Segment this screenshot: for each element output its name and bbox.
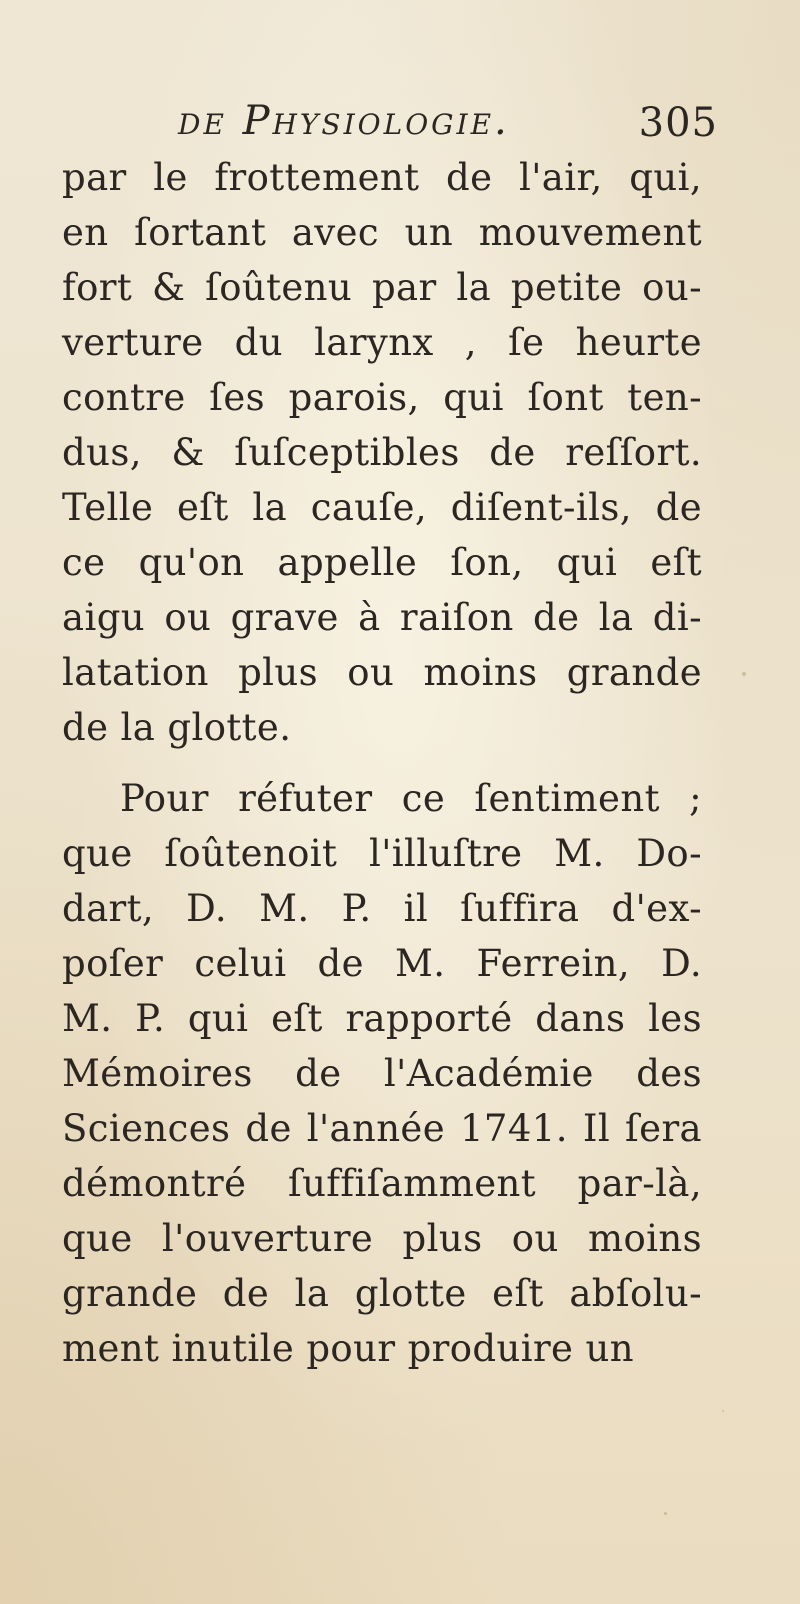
page-header [178,98,718,154]
paragraph [62,150,702,755]
text-line: dart, D. M. P. il ſuffira d'ex- [62,887,702,930]
text-line: latation plus ou moins grande [62,651,702,694]
text-line: grande de la glotte eſt abſolu- [62,1272,702,1315]
text-line: que l'ouverture plus ou moins [62,1217,702,1260]
body-text [62,150,702,1376]
text-line: Mémoires de l'Académie des [62,1052,702,1095]
text-line: par le frottement de l'air, qui, [62,156,702,199]
text-line: Pour réfuter ce ſentiment ; [120,777,702,820]
paper-foxing-spot [722,1410,724,1412]
text-line: en ſortant avec un mouvement [62,211,702,254]
text-line: Sciences de l'année 1741. Il ſera [62,1107,702,1150]
running-title: de Physiologie. [178,98,510,144]
paragraph [62,771,702,1376]
text-line: verture du larynx , ſe heurte [62,321,702,364]
paragraph-gap [62,755,702,771]
text-line: démontré ſuffiſamment par-là, [62,1162,702,1205]
page-number: 305 [638,100,718,146]
text-line: ment inutile pour produire un [62,1327,634,1370]
text-line: Telle eſt la cauſe, diſent-ils, de [62,486,702,529]
text-line: que ſoûtenoit l'illuſtre M. Do- [62,832,702,875]
text-line: dus, & ſuſceptibles de reſſort. [62,431,702,474]
text-line: M. P. qui eſt rapporté dans les [62,997,702,1040]
text-line: fort & ſoûtenu par la petite ou- [62,266,702,309]
text-line: ce qu'on appelle ſon, qui eſt [62,541,702,584]
text-line: poſer celui de M. Ferrein, D. [62,942,702,985]
paper-foxing-spot [664,1512,667,1515]
text-line: contre ſes parois, qui ſont ten- [62,376,702,419]
text-line: de la glotte. [62,706,292,749]
text-line: aigu ou grave à raiſon de la di- [62,596,702,639]
paper-foxing-spot [742,672,746,676]
